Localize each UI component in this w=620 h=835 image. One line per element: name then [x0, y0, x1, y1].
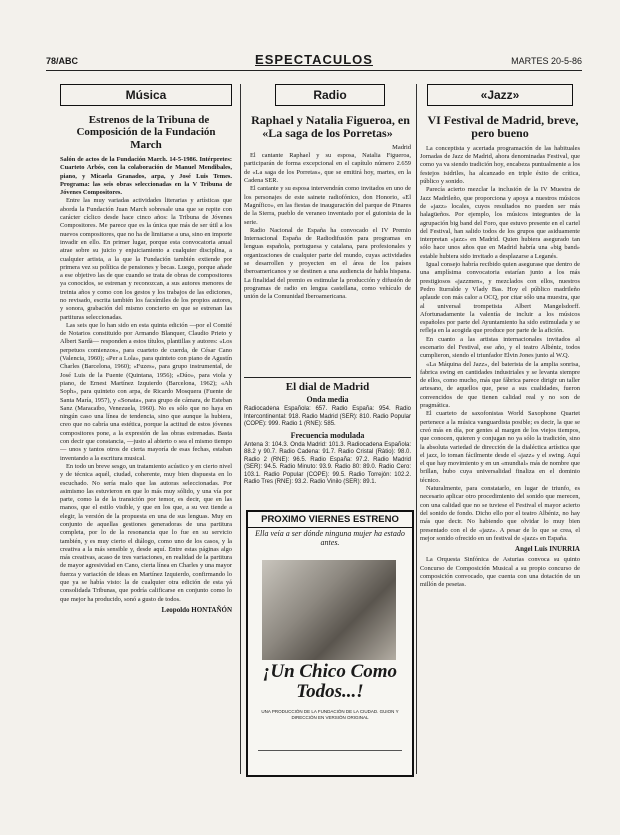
radio-paragraph: Radio Nacional de España ha convocado el IV Premio Internacional España de Radiodifusión para programas en lenguas española, portuguesa y catalana, para profesionales y organizaciones de cualquier parte del mundo, cuyas actividades se desarrollen y proyecten en el área de los países iberoamericanos y se destinen a una audiencia de habla hispana. La finalidad del premio es estimular la producción y difusión de programas de radio en lengua castellana, como vehículo de unión de la Comunidad Iberoamericana.: [244, 226, 411, 301]
fm-list: Antena 3: 104.3. Onda Madrid: 101.3. Radiocadena Española: 88.2 y 90.7. Radio Cadena: 91.7. Radio Cristal (Ràtio): 98.0. Radio 2 (RNE): 96.5. Radio España: 97.2. Radio Madrid (SER): 94.5. Radio Minuto: 93.9. Radio 80: 89.0. Radio Cero: 103.1. Radio Popular (COPE): 99.5. Radio Torrejón: 102.2. Radio Tres (RNE): 93.2. Radio Vinilo (SER): 89.1.: [244, 441, 411, 485]
movie-advertisement: [246, 510, 414, 777]
jazz-paragraph: El cuarteto de saxofonistas World Saxophone Quartet pertenece a la música vanguardista posible; es decir, la que se creó más en día, por gentes al margen de los viejos tiempos, que conocen, quieren y conjugan no ya sólo la tradición, sino la absoluta variedad de dirección de la dialéctica artística que el jazz, lo toman fácilmente desde el «jazz» y el swing. Aquí el que hay movimiento y en un «mundial» más de nombre que brillan, hubo cuya universalidad finaliza en el dominio técnico.: [420, 410, 580, 484]
ad-credits: UNA PRODUCCIÓN DE LA FUNDACIÓN DE LA CIUDAD. GUION Y DIRECCIÓN EN VERSIÓN ORIGINAL: [261, 709, 399, 720]
musica-headline: Estrenos de la Tribuna de Composición de la Fundación March: [76, 114, 216, 151]
fm-title: Frecuencia modulada: [290, 430, 365, 440]
radio-dateline: Madrid: [392, 143, 411, 151]
radio-paragraph: El cantante y su esposa intervendrán como invitados en uno de los personajes de este sainete radiofónico, don Honorio, «El Magnífico», en las fiestas de inauguración del parque de Pinares de la Sierra, pueblo de veraneo inventado por el guionista de la serie.: [244, 185, 411, 226]
jazz-paragraph: Igual consejo habría recibido quien asegurase que dentro de una amplísima convocatoria estarían junto a los más prestigiosos «jazzmen», y mezclados con ellos, nuestros Pedro Iturralde y Vlady Bas. Hoy el público madrileño aplaude con más calor a OCQ, por citar sólo una muestra, que al universal trompetista Albert Mangelsdorff. Afortunadamente la valentía de incluir a los músicos españoles por parte del Ayuntamiento ha sido estimulada y se refleja en la acogida que produce por parte de la afición.: [420, 261, 580, 335]
page-header: [46, 52, 582, 71]
musica-article: [60, 114, 232, 774]
jazz-paragraph: La conceptista y acertada programación de las habituales Jornadas de Jazz de Madrid, ahora denominadas Festival, que como ya va siendo tradición hoy, encabeza puntualmente a los festejos isidriles, ha alcanzado en triple éxito de crítica, público y sonido.: [420, 144, 580, 186]
onda-media-title: Onda media: [306, 395, 349, 404]
jazz-paragraph: Parecía acierto mezclar la inclusión de la IV Muestra de Jazz Madrileño, que proporciona y apoya a nuestros músicos de «jazz» locales, cuyos resultados no pueden ser más halagüeños. Por ejemplo, los músicos integrantes de la agrupación big band del Foro, que estuvo presente en el cartel del Festival, han salido todos de los grupos que asiduamente interpretan «jazz» en Madrid. Quien hubiera asegurado tan sólo hace unos años que en Madrid habría una «big band» estable hubiera sido invitado a desplazarse a Leganés.: [420, 186, 580, 260]
section-label-musica: Música: [60, 84, 232, 106]
jazz-paragraph: En cuanto a las artistas internacionales invitados al escenario del Festival, ese año, y el teatro Albéniz, todos cumplieron, siendo el triunfador Elvin Jones junto al W.Q.: [420, 335, 580, 360]
section-label-jazz: «Jazz»: [427, 84, 573, 106]
section-label-radio: Radio: [275, 84, 385, 106]
issue-date: MARTES 20-5-86: [511, 56, 582, 66]
column-divider: [240, 84, 241, 774]
ad-tagline: Ella veía a ser dónde ninguna mujer ha estado antes.: [255, 529, 405, 547]
onda-media-list: Radiocadena Española: 657. Radio España: 954. Radio Intercontinental: 918. Radio Madrid (SER): 810. Radio Popular (COPE): 999. Radio 1 (RNE): 585.: [244, 406, 411, 427]
radio-dial-box: [244, 377, 411, 487]
column-divider: [416, 84, 417, 774]
jazz-byline: Angel Luis INURRIA: [515, 545, 580, 554]
ad-title: ¡Un Chico Como Todos...!: [262, 661, 398, 702]
musica-dek: Salón de actos de la Fundación March. 14-5-1986. Intérpretes: Cuarteto Arbós, con la colaboración de Manuel Mendibales, piano, y Micaela Granados, arpa, y José Luis Temes. Programa: las seis obras seleccionadas en la V Tribuna de Jóvenes Compositores.: [60, 155, 232, 197]
musica-paragraph: Entre las muy variadas actividades literarias y artísticas que aborda la Fundación Juan March sobresale una que se repite con carácter cíclico desde hace cinco años: la Tribuna de Jóvenes Compositores. Me parece que es la única que más de ser útil a los nuevos compositores, que no ha de limitarse a una, sino en importe invadir en ello. En primer lugar, porque esta convocatoria anual atrae sobre su juicio y enjuiciamiento a cualquier disciplina, a cualquier artista, a la que la Fundación también extiende por primera vez su política de pensiones y becas. Luego, porque añade a ese objetivo las de que cuando se trata de obras de compositores ya conocidos, se estrenan y reconozcan, a sus autores menores de treinta años y como con los gestos y los trabajos de las ediciones, no revisado, escrita también los facsímiles de los propios autores, y sonora, grabación del mismo concierto en que se estrenan las partituras seleccionadas.: [60, 197, 232, 321]
jazz-paragraph: Naturalmente, para constatarlo, en lugar de triunfo, es necesario aplicar otro procedimiento del sonido que merecen, con una calidad que no se tuviese el Festival el mayor acierto del sonido de fondo. Dicho ello por el teatro Albéniz, no hay más que decir. No habiendo que olvidar lo muy bien presentado con el de «jazz». A pesar de lo que se crea, el mejor sonido ofrecido en un festival de «jazz» en España.: [420, 485, 580, 542]
ad-photo: [262, 560, 396, 660]
ad-logos: [258, 750, 402, 769]
section-title: ESPECTACULOS: [255, 52, 373, 67]
page-number: 78/ABC: [46, 56, 79, 66]
jazz-article: [420, 114, 580, 774]
radio-paragraph: El cantante Raphael y su esposa, Natalia Figueroa, participarán de forma excepcional en el capítulo número 2.659 de «La saga de los Porretas», que se emitirá hoy, martes, en la Cadena SER.: [244, 152, 411, 185]
jazz-brief: La Orquesta Sinfónica de Asturias convoca su quinto Concurso de Composición Musical a su propio concurso de composición convocado, que cuenta con una dotación de un millón de pesetas.: [420, 556, 580, 589]
musica-paragraph: En todo un breve sesgo, un tratamiento acústico y en cierto nivel y de técnica aquél, ciudad, coherente, muy bien dispuesta en lo escuchado. No sería malo que las autoras seleccionadas. Por asimismo las estuvieron en que lo más muy sólido, y una vía por parte, como la de la transición por temor, es decir, que en las manos, que el estilo visible, y que en los que, a su vez tiende a elegir, la versión de la propuesta en una de sus lenguas. Muy en conjunto de aquellas gestiones generadoras de una partitura completa, por lo de la resonancia que lo fue en su servicio también, y es muy cierto el diálogo, como uno de los casos, y la creativa a la más sensible y, desde aquí. Entre estas páginas algo más creativas, acaso de tres variaciones, en realidad de la partitura de mayor agresividad en Cano, cierta línea en Charles y una mayor fuerza y variación de ideas en Martínez Izquierdo, confirmando lo que ya se había visto: la de cualquier otra edición de esta yá consolidada Tribunas, que podría calificarse en conjunto como lo que mejor ha producido, sonó a gusto de todos.: [60, 462, 232, 603]
dial-title: El dial de Madrid: [285, 381, 370, 393]
radio-headline: Raphael y Natalia Figueroa, en «La saga de los Porretas»: [251, 114, 410, 141]
ad-banner: PROXIMO VIERNES ESTRENO: [248, 512, 412, 528]
radio-article: [244, 114, 411, 376]
musica-paragraph: Las seis que lo han sido en esta quinta edición —por el Comité de Notarios constituido por Armando Blanquer, Claudio Prieto y Albert Sardà— responden a estos títulos, plantillas y autores: «Los perpetuos comienzos», para cuarteto de cuerda, de César Cano (Valencia, 1960); «Per a Lola», para quinteto con piano de Agustín Charles (Barcelona, 1960); «Fuzes», para grupo instrumental, de José Luis de la Fuente (Quintana, 1956); «Dúo», para viola y piano, de Ernest Martínez Izquierdo (Barcelona, 1962); «Ah Soph», para quinteto con arpa, de Ricardo Mosquera (Fuente de Santa María, 1957), y «Sonata», para grupo de cámara, de Esteban Sanz (Maracaibo, Venezuela, 1960). No es sólo que no haya en ningún caso una línea de tendencia, sino que aunque la hubiera, creo que no cabría una estética, porque la actitud de estos jóvenes compositores pone, a la expresión de las obras estrenadas. Basta con decir que constancia, —justo al abierto o sea el mismo tiempo— unos y tantos otros de cierta mayoría de esas fechas, estaban inventando a la escritura musical.: [60, 321, 232, 462]
jazz-paragraph: «La Máquina del Jazz», del baterista de la amplia sonrisa, fabrica swing en cantidades industriales y se levanta siempre de ellos, como mucho, más que fábrica parece dirigir un taller artesano, de aquellos que, pese a sus cualidades, fueron convencidos de que tienen calidad real y no son de pragmática.: [420, 360, 580, 410]
jazz-headline: VI Festival de Madrid, breve, pero bueno: [427, 114, 579, 141]
musica-byline: Leopoldo HONTAÑÓN: [161, 605, 232, 614]
